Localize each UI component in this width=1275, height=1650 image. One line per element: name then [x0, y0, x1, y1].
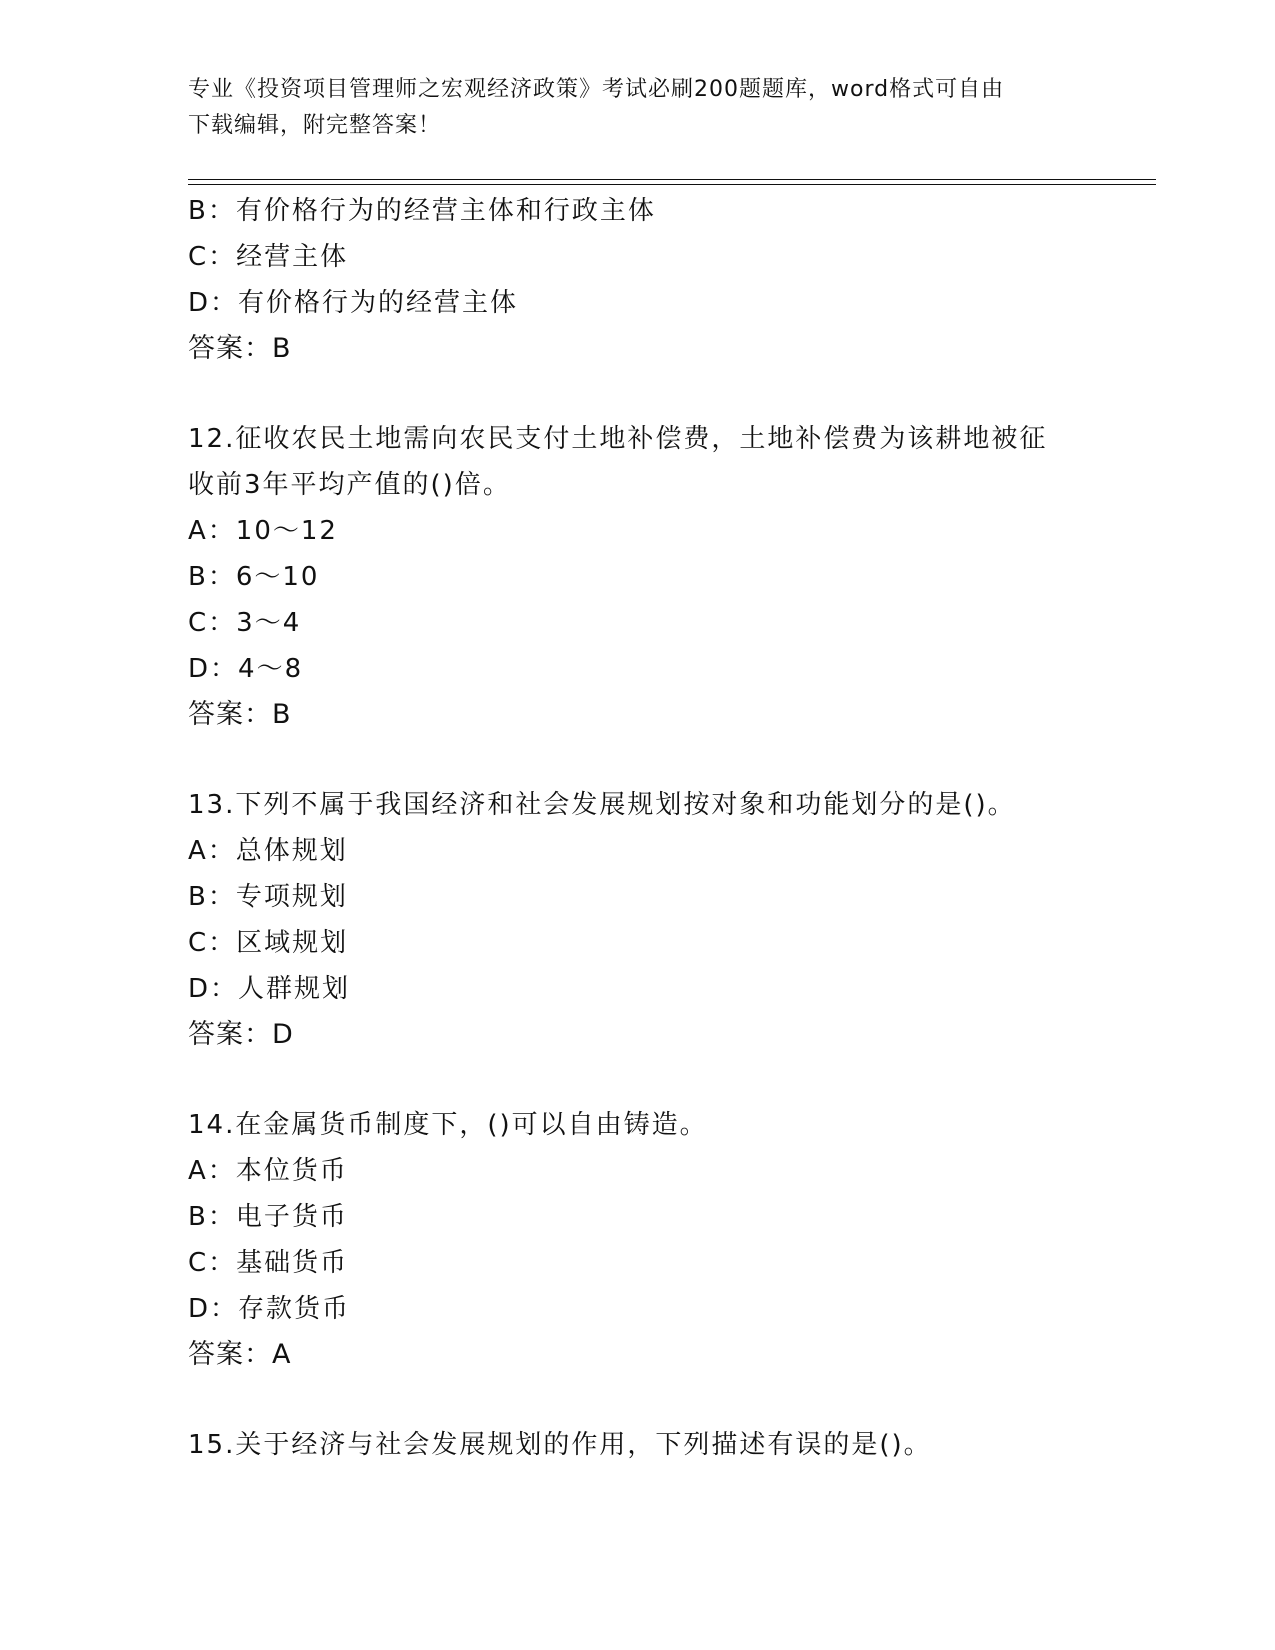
question-stem: 15.关于经济与社会发展规划的作用，下列描述有误的是()。 [188, 1430, 932, 1460]
question-stem: 13.下列不属于我国经济和社会发展规划按对象和功能划分的是()。 [188, 790, 1016, 820]
header-line-2: 下载编辑，附完整答案！ [188, 113, 442, 138]
option-b: B：专项规划 [188, 882, 348, 912]
answer-line: 答案：B [188, 699, 292, 730]
question-stem: 收前3年平均产值的()倍。 [188, 470, 511, 500]
question-15 [188, 1422, 1088, 1468]
option-c: C：经营主体 [188, 242, 349, 272]
question-14 [188, 1102, 1088, 1378]
question-13 [188, 782, 1088, 1058]
option-b: B：有价格行为的经营主体和行政主体 [188, 196, 656, 226]
option-d: D：存款货币 [188, 1294, 351, 1324]
document-header [188, 72, 1088, 144]
answer-line: 答案：B [188, 333, 292, 364]
option-b: B：电子货币 [188, 1202, 348, 1232]
header-divider-bottom [188, 184, 1156, 185]
option-a: A：总体规划 [188, 836, 348, 866]
answer-line: 答案：A [188, 1339, 292, 1370]
header-divider-top [188, 179, 1156, 180]
option-d: D：4～8 [188, 654, 304, 684]
option-c: C：区域规划 [188, 928, 349, 958]
option-c: C：基础货币 [188, 1248, 349, 1278]
question-stem: 14.在金属货币制度下，()可以自由铸造。 [188, 1110, 708, 1140]
question-stem: 12.征收农民土地需向农民支付土地补偿费，土地补偿费为该耕地被征 [188, 424, 1048, 454]
partial-question [188, 188, 1088, 372]
option-d: D：人群规划 [188, 974, 351, 1004]
header-line-1: 专业《投资项目管理师之宏观经济政策》考试必刷200题题库，word格式可自由 [188, 77, 1005, 102]
option-c: C：3～4 [188, 608, 302, 638]
option-a: A：本位货币 [188, 1156, 348, 1186]
question-12 [188, 416, 1088, 738]
answer-line: 答案：D [188, 1019, 294, 1050]
option-b: B：6～10 [188, 562, 320, 592]
option-d: D：有价格行为的经营主体 [188, 288, 519, 318]
question-content [188, 188, 1088, 1468]
option-a: A：10～12 [188, 516, 338, 546]
